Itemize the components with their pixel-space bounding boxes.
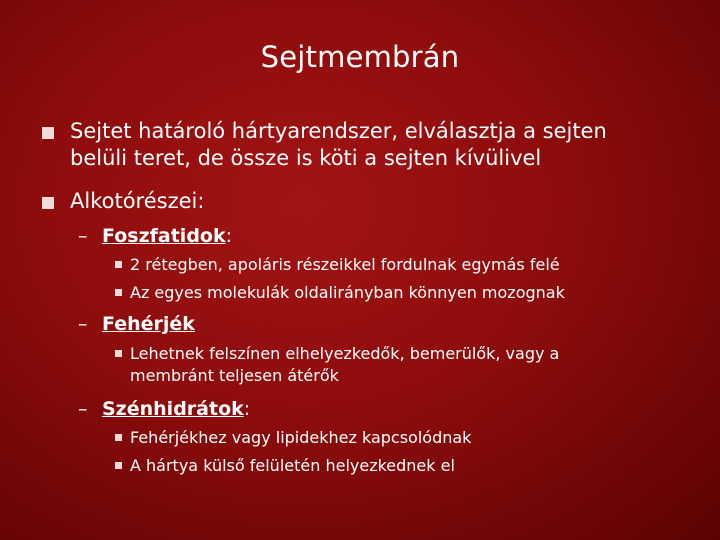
bullet-item (70, 118, 607, 172)
sub-bullet-item (130, 343, 559, 387)
sub-bullet-text: 2 rétegben, apoláris részeikkel fordulnak egymás felé (130, 255, 560, 274)
bullet-square-icon (42, 197, 54, 209)
subheading-suffix: : (225, 225, 233, 247)
sub-bullet-square-icon (115, 462, 122, 469)
dash-marker: – (78, 313, 88, 335)
sub-bullet-item (130, 427, 471, 449)
sub-bullet-text: A hártya külső felületén helyezkednek el (130, 456, 455, 475)
subheading-suffix: : (243, 398, 251, 420)
sub-bullet-square-icon (115, 289, 122, 296)
bullet-square-icon (42, 127, 54, 139)
sub-bullet-text: Fehérjékhez vagy lipidekhez kapcsolódnak (130, 428, 472, 447)
sub-bullet-text-line: membránt teljesen átérők (130, 366, 339, 385)
sub-bullet-item (130, 282, 565, 304)
sub-bullet-item (130, 254, 560, 276)
bullet-item (70, 188, 204, 215)
slide-title: Sejtmembrán (260, 40, 460, 74)
bullet-text-line: belüli teret, de össze is köti a sejten kívülivel (70, 146, 542, 170)
dash-marker: – (78, 225, 88, 247)
sub-bullet-item (130, 455, 455, 477)
sub-bullet-text-line: Lehetnek felszínen elhelyezkedők, bemerülők, vagy a (130, 344, 560, 363)
sub-bullet-square-icon (115, 261, 122, 268)
subheading-label: Fehérjék (102, 313, 195, 335)
bullet-text-line: Alkotórészei: (70, 189, 205, 213)
sub-bullet-square-icon (115, 350, 122, 357)
dash-marker: – (78, 398, 88, 420)
sub-bullet-text: Az egyes molekulák oldalirányban könnyen mozognak (130, 283, 565, 302)
subheading-label: Szénhidrátok (102, 398, 244, 420)
bullet-text-line: Sejtet határoló hártyarendszer, elválasztja a sejten (70, 119, 607, 143)
subheading-label: Foszfatidok (102, 225, 226, 247)
sub-bullet-square-icon (115, 434, 122, 441)
